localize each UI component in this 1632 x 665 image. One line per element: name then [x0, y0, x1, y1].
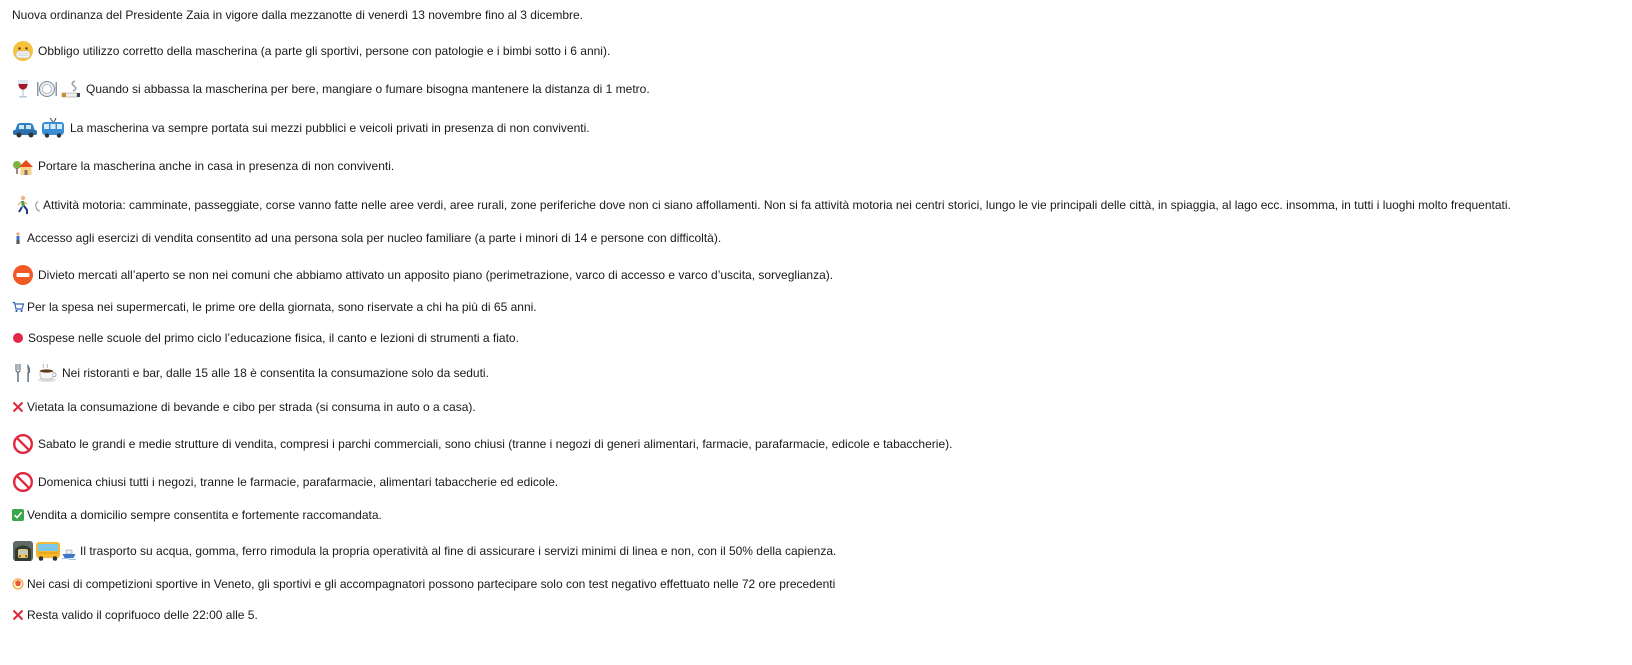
train-icon — [12, 540, 34, 562]
list-item — [12, 78, 650, 100]
list-item — [12, 117, 590, 139]
cross-mark-icon — [12, 609, 24, 621]
list-item — [12, 433, 952, 455]
fork-knife-icon — [12, 362, 34, 384]
item-text: Domenica chiusi tutti i negozi, tranne le farmacie, parafarmacie, alimentari tabaccherie ed edicole. — [38, 475, 559, 489]
item-text: Quando si abbassa la mascherina per bere, mangiare o fumare bisogna mantenere la distanza di 1 metro. — [86, 82, 650, 96]
intro-text: Nuova ordinanza del Presidente Zaia in vigore dalla mezzanotte di venerdì 13 novembre fino al 3 dicembre. — [12, 8, 583, 22]
item-text: Accesso agli esercizi di vendita consentito ad una persona sola per nucleo familiare (a parte i minori di 14 e persone con difficoltà). — [27, 231, 722, 245]
item-text: Divieto mercati all’aperto se non nei comuni che abbiamo attivato un apposito piano (perimetrazione, varco di accesso e varco d’uscita, sorveglianza). — [38, 268, 834, 282]
item-text: Vietata la consumazione di bevande e cibo per strada (si consuma in auto o a casa). — [27, 400, 476, 414]
item-text: La mascherina va sempre portata sui mezzi pubblici e veicoli privati in presenza di non conviventi. — [70, 121, 590, 135]
prohibited-icon — [12, 433, 34, 455]
cross-mark-icon — [12, 401, 24, 413]
item-text: Attività motoria: camminate, passeggiate, corse vanno fatte nelle aree verdi, aree rurali, zone periferiche dove non ci siano affollamenti. Non si fa attività motoria nei centri storici, lungo le vie principali delle città, in spiaggia, al lago ecc. insomma, in tutti i luoghi molto frequentati. — [43, 198, 1511, 212]
red-circle-icon — [12, 332, 24, 344]
car-icon — [12, 117, 38, 139]
list-item — [12, 331, 519, 345]
list-item — [12, 231, 721, 245]
bus-icon — [35, 540, 61, 562]
runner-icon — [12, 194, 42, 216]
intro-line — [12, 8, 583, 22]
item-text: Resta valido il coprifuoco delle 22:00 alle 5. — [27, 608, 258, 622]
list-item — [12, 155, 394, 177]
item-text: Sabato le grandi e medie strutture di vendita, compresi i parchi commerciali, sono chiusi (tranne i negozi di generi alimentari, farmacie, parafarmacie, edicole e tabaccherie). — [38, 437, 953, 451]
ordinance-document — [12, 0, 1632, 665]
coffee-cup-icon — [36, 362, 58, 384]
single-person-icon — [12, 232, 24, 244]
list-item — [12, 508, 382, 522]
item-text: Nei casi di competizioni sportive in Veneto, gli sportivi e gli accompagnatori possono partecipare solo con test negativo effettuato nelle 72 ore precedenti — [27, 577, 836, 591]
wine-glass-icon — [12, 78, 34, 100]
list-item — [12, 400, 476, 414]
plate-cutlery-icon — [36, 78, 58, 100]
item-text: Vendita a domicilio sempre consentita e fortemente raccomandata. — [27, 508, 382, 522]
item-text: Obbligo utilizzo corretto della mascherina (a parte gli sportivi, persone con patologie e i bimbi sotto i 6 anni). — [38, 44, 611, 58]
list-item — [12, 540, 836, 562]
list-item — [12, 608, 258, 622]
cigarette-icon — [60, 78, 82, 100]
list-item — [12, 362, 489, 384]
boat-icon — [62, 548, 76, 560]
house-icon — [12, 155, 34, 177]
item-text: Nei ristoranti e bar, dalle 15 alle 18 è consentita la consumazione solo da seduti. — [62, 366, 489, 380]
trolleybus-icon — [40, 117, 66, 139]
item-text: Portare la mascherina anche in casa in presenza di non conviventi. — [38, 159, 395, 173]
prohibited-icon — [12, 471, 34, 493]
shopping-cart-icon — [12, 301, 24, 313]
list-item — [12, 194, 1511, 216]
item-text: Per la spesa nei supermercati, le prime ore della giornata, sono riservate a chi ha più di 65 anni. — [27, 300, 537, 314]
list-item — [12, 264, 833, 286]
list-item — [12, 40, 610, 62]
check-mark-icon — [12, 509, 24, 521]
no-entry-icon — [12, 264, 34, 286]
item-text: Sospese nelle scuole del primo ciclo l’educazione fisica, il canto e lezioni di strumenti a fiato. — [28, 331, 519, 345]
sports-icon — [12, 578, 24, 590]
list-item — [12, 577, 835, 591]
list-item — [12, 471, 558, 493]
list-item — [12, 300, 537, 314]
item-text: Il trasporto su acqua, gomma, ferro rimodula la propria operatività al fine di assicurare i servizi minimi di linea e non, con il 50% della capienza. — [80, 544, 837, 558]
face-mask-icon — [12, 40, 34, 62]
